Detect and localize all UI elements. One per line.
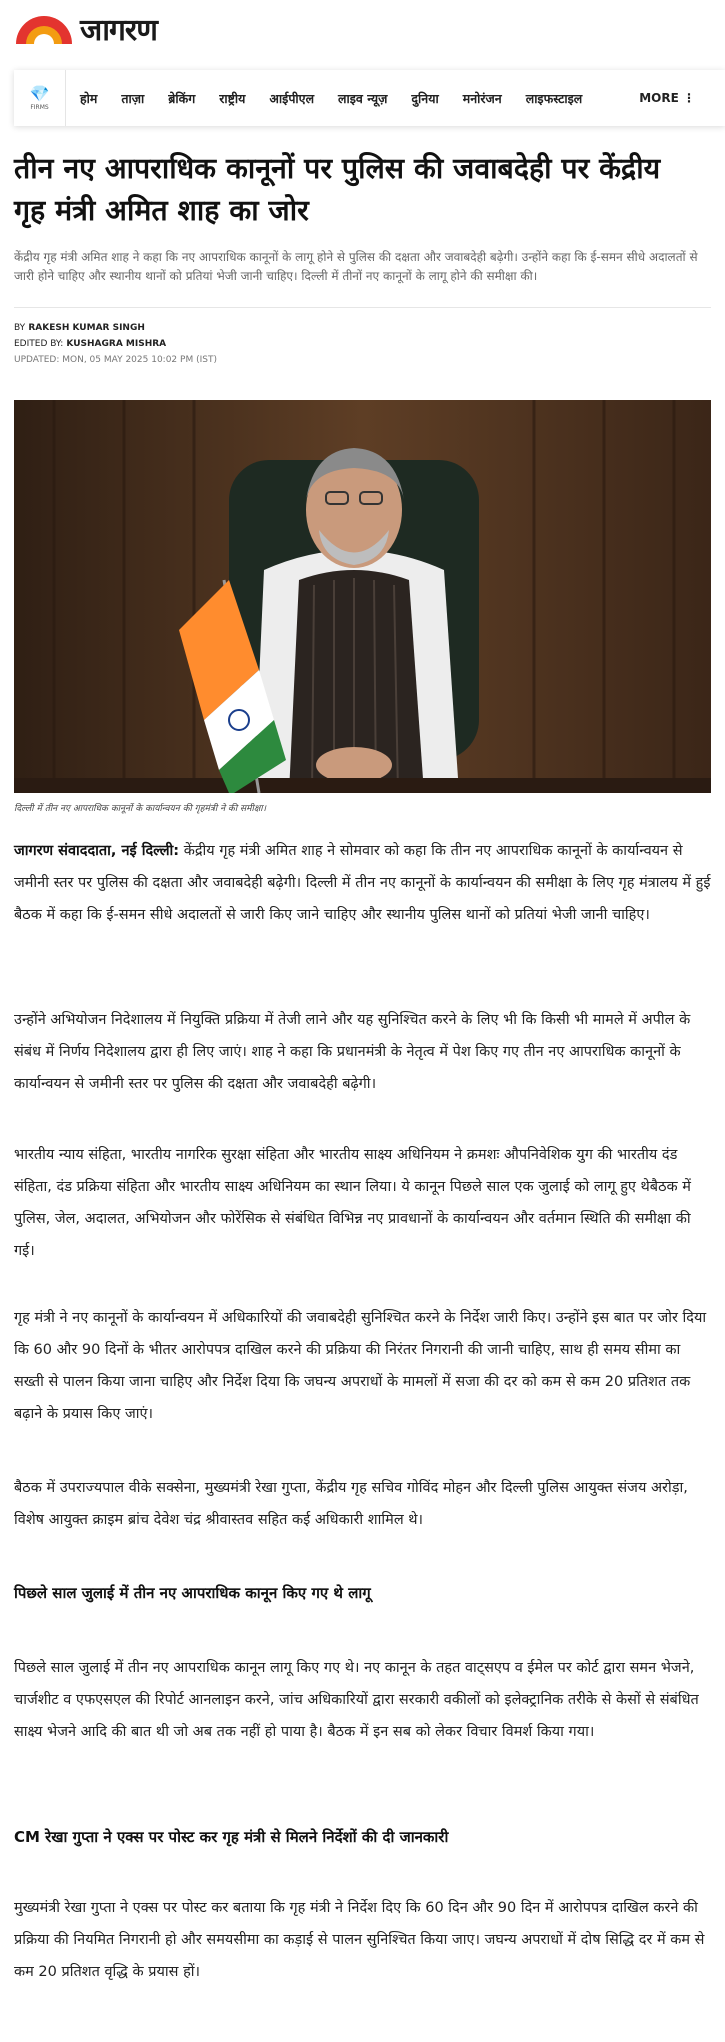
image-caption: दिल्ली में तीन नए आपराधिक कानूनों के कार्यान्वयन की गृहमंत्री ने की समीक्षा। [14,804,267,814]
hero-image [14,400,711,793]
paragraph-1-text: केंद्रीय गृह मंत्री अमित शाह ने सोमवार को कहा कि तीन नए आपराधिक कानूनों के कार्यान्वयन से जमीनी स्तर पर पुलिस की दक्षता और जवाबदेही बढ़ेगी। दिल्ली में तीन नए कानूनों के कार्यान्वयन की समीक्षा के लिए गृह मंत्रालय में हुई बैठक में कहा कि ई-समन सीधे अदालतों से जारी किए जाने चाहिए और स्थानीय पुलिस थानों को प्रतियां भेजी जानी चाहिए। [14,843,711,923]
nav-item-home[interactable]: होम [80,90,98,106]
nav-items [66,90,725,107]
editor-line [14,336,217,352]
main-nav [14,70,725,126]
top-bar [0,0,725,66]
by-label: BY [14,323,26,333]
paragraph-1 [14,835,711,931]
dateline: जागरण संवाददाता, नई दिल्ली: [14,843,180,859]
nav-item-live-news[interactable]: लाइव न्यूज़ [338,90,388,106]
logo-text: जागरण [80,13,157,48]
subheading-2: CM रेखा गुप्ता ने एक्स पर पोस्ट कर गृह मंत्री से मिलने निर्देशों की दी जानकारी [14,1828,449,1846]
paragraph-6: पिछले साल जुलाई में तीन नए आपराधिक कानून लागू किए गए थे। नए कानून के तहत वाट्सएप व ईमेल पर कोर्ट द्वारा समन भेजने, चार्जशीट व एफएसएल की रिपोर्ट आनलाइन करने, जांच अधिकारियों द्वारा सरकारी वकीलों को इलेक्ट्रानिक तरीके से केसों से संबंधित साक्ष्य भेजने आदि की बात थी जो अब तक नहीं हो पाया है। बैठक में इन सब को लेकर विचार विमर्श किया गया। [14,1660,699,1740]
nav-item-lifestyle[interactable]: लाइफस्टाइल [525,90,583,106]
paragraph-2: उन्होंने अभियोजन निदेशालय में नियुक्ति प्रक्रिया में तेजी लाने और यह सुनिश्चित करने के लिए भी कि किसी भी मामले में अपील के संबंध में निर्णय निदेशालय द्वारा ही लिए जाएं। शाह ने कहा कि प्रधानमंत्री के नेतृत्व में पेश किए गए तीन नए आपराधिक कानूनों के कार्यान्वयन से जमीनी स्तर पर पुलिस की दक्षता और जवाबदेही बढ़ेगी। [14,1012,691,1092]
paragraph-3: भारतीय न्याय संहिता, भारतीय नागरिक सुरक्षा संहिता और भारतीय साक्ष्य अधिनियम ने क्रमशः औपनिवेशिक युग की भारतीय दंड संहिता, दंड प्रक्रिया संहिता और भारतीय साक्ष्य अधिनियम का स्थान लिया। ये कानून पिछले साल एक जुलाई को लागू हुए थेबैठक में पुलिस, जेल, अदालत, अभियोजन और फोरेंसिक से संबंधित विभिन्न नए प्रावधानों के कार्यान्वयन और वर्तमान स्थिति की समीक्षा की गई। [14,1147,691,1259]
nav-item-world[interactable]: दुनिया [411,90,439,106]
paragraph-7: मुख्यमंत्री रेखा गुप्ता ने एक्स पर पोस्ट कर बताया कि गृह मंत्री ने निर्देश दिए कि 60 दिन और 90 दिन में आरोपपत्र दाखिल करने की प्रक्रिया की नियमित निगरानी हो और समयसीमा का कड़ाई से पालन सुनिश्चित किया जाए। जघन्य अपराधों में दोष सिद्धि दर में कम से कम 20 प्रतिशत वृद्धि के प्रयास हों। [14,1900,705,1980]
byline [14,320,217,368]
nav-item-national[interactable]: राष्ट्रीय [219,90,246,106]
diamond-icon: 💎 [29,83,50,103]
site-logo[interactable] [14,8,157,49]
nav-brand[interactable] [14,70,66,126]
author-line [14,320,217,336]
sun-logo-icon [14,12,74,46]
nav-item-breaking[interactable]: ब्रेकिंग [168,90,196,106]
article-headline: तीन नए आपराधिक कानूनों पर पुलिस की जवाबदेही पर केंद्रीय गृह मंत्री अमित शाह का जोर [14,152,661,227]
nav-item-ipl[interactable]: आईपीएल [269,90,315,106]
editor-name[interactable]: KUSHAGRA MISHRA [66,339,167,349]
paragraph-4: गृह मंत्री ने नए कानूनों के कार्यान्वयन में अधिकारियों की जवाबदेही सुनिश्चित करने के निर्देश जारी किए। उन्होंने इस बात पर जोर दिया कि 60 और 90 दिनों के भीतर आरोपपत्र दाखिल करने की प्रक्रिया की निरंतर निगरानी की जानी चाहिए, साथ ही समय सीमा का सख्ती से पालन किया जाना चाहिए और निर्देश दिया कि जघन्य अपराधों के मामलों में सजा की दर को कम से कम 20 प्रतिशत तक बढ़ाने के प्रयास किए जाएं। [14,1310,707,1422]
nav-item-latest[interactable]: ताज़ा [121,90,145,106]
nav-item-entertainment[interactable]: मनोरंजन [462,90,502,106]
nav-brand-label: FIRMS [30,103,49,111]
updated-timestamp: UPDATED: MON, 05 MAY 2025 10:02 PM (IST) [14,355,217,365]
article-summary: केंद्रीय गृह मंत्री अमित शाह ने कहा कि नए आपराधिक कानूनों के लागू होने से पुलिस की दक्षता और जवाबदेही बढ़ेगी। उन्होंने कहा कि ई-समन सीधे अदालतों से जारी होने चाहिए और स्थानीय थानों को प्रतियां भेजी जानी चाहिए। दिल्ली में तीनों नए कानूनों के लागू होने की समीक्षा की। [14,250,698,283]
divider [14,307,711,308]
subheading-1: पिछले साल जुलाई में तीन नए आपराधिक कानून किए गए थे लागू [14,1584,371,1602]
edited-by-label: EDITED BY: [14,339,64,349]
paragraph-5: बैठक में उपराज्यपाल वीके सक्सेना, मुख्यमंत्री रेखा गुप्ता, केंद्रीय गृह सचिव गोविंद मोहन और दिल्ली पुलिस आयुक्त संजय अरोड़ा, विशेष आयुक्त क्राइम ब्रांच देवेश चंद्र श्रीवास्तव सहित कई अधिकारी शामिल थे। [14,1480,688,1528]
author-name[interactable]: RAKESH KUMAR SINGH [28,323,145,333]
nav-more-button[interactable]: MORE ⋮ [639,91,695,105]
